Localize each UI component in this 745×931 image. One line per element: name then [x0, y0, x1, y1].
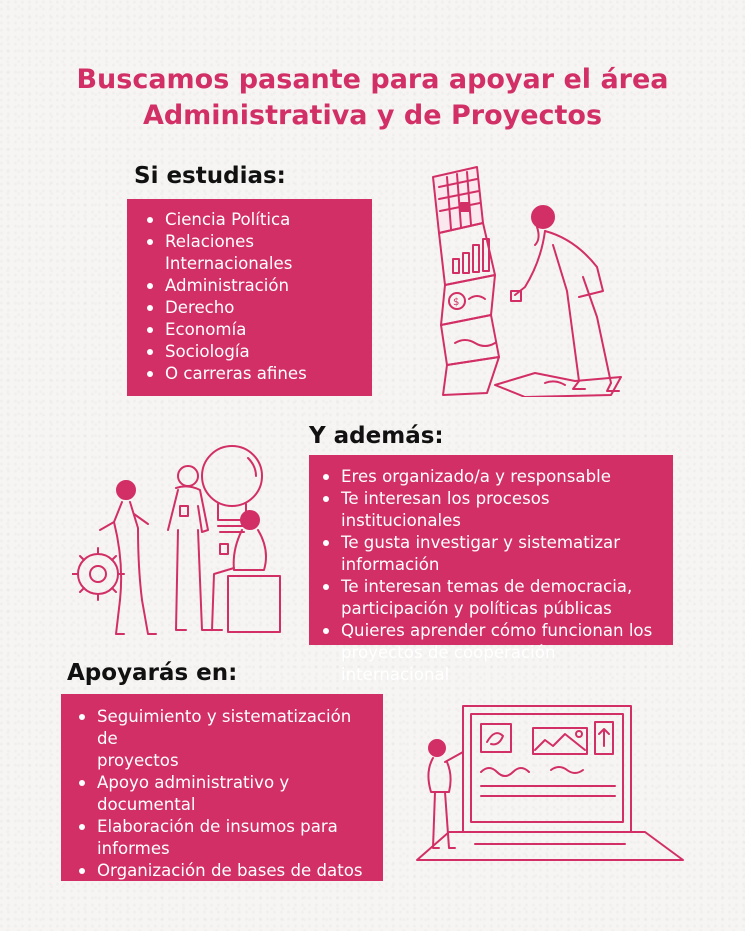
page-title: [0, 62, 745, 134]
list-item-continuation: Internacionales: [165, 254, 293, 273]
list-item: Seguimiento y sistematización de: [77, 706, 375, 750]
list-item: Economía: [145, 319, 362, 341]
studies-list: [145, 209, 362, 385]
list-item-continuation: participación y políticas públicas: [341, 599, 612, 618]
studies-box: [127, 199, 372, 396]
team-lightbulb-illustration: [72, 444, 292, 639]
list-item: Eres organizado/a y responsable: [321, 466, 665, 488]
list-item: Relaciones: [145, 231, 362, 253]
also-list: [321, 466, 665, 686]
support-list: [77, 706, 375, 882]
list-item: Ciencia Política: [145, 209, 362, 231]
list-item: O carreras afines: [145, 363, 362, 385]
also-box: [309, 455, 673, 684]
list-item: Administración: [145, 275, 362, 297]
list-item-continuation: información: [341, 555, 440, 574]
list-item: Sociología: [145, 341, 362, 363]
section-heading-studies: Si estudias:: [134, 163, 286, 189]
list-item: Apoyo administrativo y: [77, 772, 375, 794]
list-item-continuation: documental: [97, 795, 196, 814]
list-item: Quieres aprender cómo funcionan los: [321, 620, 665, 642]
support-box: [61, 694, 383, 881]
list-item: Derecho: [145, 297, 362, 319]
title-line-2: Administrativa y de Proyectos: [142, 100, 603, 131]
list-item: Te gusta investigar y sistematizar: [321, 532, 665, 554]
list-item-continuation: proyectos: [97, 751, 179, 770]
laptop-presentation-illustration: [415, 702, 687, 862]
section-heading-support: Apoyarás en:: [67, 660, 238, 686]
list-item: Te interesan temas de democracia,: [321, 576, 665, 598]
list-item: Organización de bases de datos: [77, 860, 375, 882]
list-item: Elaboración de insumos para: [77, 816, 375, 838]
folding-documents-illustration: [425, 165, 625, 397]
title-line-1: Buscamos pasante para apoyar el área: [76, 64, 669, 95]
list-item-continuation: proyectos de cooperación internacional: [341, 643, 556, 684]
list-item: Te interesan los procesos institucionales: [321, 488, 665, 532]
list-item-continuation: informes: [97, 839, 170, 858]
svg-text:$: $: [453, 297, 460, 308]
section-heading-also: Y además:: [309, 423, 444, 449]
